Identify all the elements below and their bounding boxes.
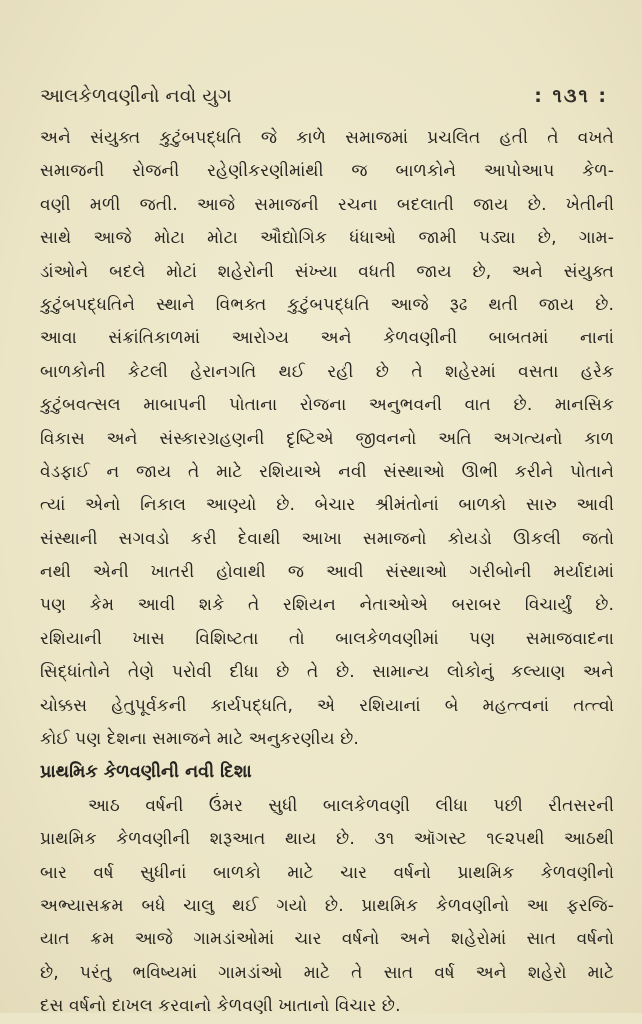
page-body [40, 122, 614, 1024]
text-line: કુટુંબપદ્ધતિને સ્થાને વિભક્ત કુટુંબપદ્ધતિ આજે રૂઢ થતી જાય છે. [40, 294, 614, 315]
section-heading-block [40, 756, 614, 789]
paragraph [40, 790, 614, 1024]
text-line: અને સંયુક્ત કુટુંબપદ્ધતિ જે કાળે સમાજમાં પ્રચલિત હતી તે વખતે [40, 128, 614, 148]
text-line: વિકાસ અને સંસ્કારગ્રહણની દૃષ્ટિએ જીવનનો અતિ અગત્યનો કાળ [40, 428, 614, 449]
text-line: પણ કેમ આવી શકે તે રશિયન નેતાઓએ બરાબર વિચાર્યું છે. [40, 595, 614, 616]
text-line: દસ વર્ષનો દાખલ કરવાનો કેળવણી ખાતાનો વિચાર છે. [40, 996, 401, 1017]
text-line: સમાજની રોજની રહેણીકરણીમાંથી જ બાળકોને આપોઆપ કેળ- [40, 161, 614, 182]
text-line: કુટુંબવત્સલ માબાપની પોતાના રોજના અનુભવની વાત છે. માનસિક [40, 395, 614, 416]
text-line: છે, પરંતુ ભવિષ્યમાં ગામડાંઓ માટે તે સાત વર્ષ અને શહેરો માટે [40, 962, 614, 983]
text-line: ડાંઓને બદલે મોટાં શહેરોની સંખ્યા વધતી જાય છે, અને સંયુક્ત [40, 261, 614, 282]
page-number: : ૧૩૧ : [534, 85, 608, 107]
text-line: આવા સંક્રાંતિકાળમાં આરોગ્ય અને કેળવણીની બાબતમાં નાનાં [40, 328, 614, 349]
text-line: ત્યાં એનો નિકાલ આણ્યો છે. બેચાર શ્રીમંતોનાં બાળકો સારુ આવી [40, 495, 614, 516]
text-line: આઠ વર્ષની ઉંમર સુધી બાલકેળવણી લીધા પછી રીતસરની [88, 795, 614, 816]
text-line: વણી મળી જતી. આજે સમાજની રચના બદલાતી જાય છે. ખેતીની [40, 194, 614, 215]
text-line: કોઈ પણ દેશના સમાજને માટે અનુકરણીય છે. [40, 729, 359, 750]
section-heading: પ્રાથમિક કેળવણીની નવી દિશા [40, 762, 252, 783]
text-line: સાથે આજે મોટા મોટા ઔદ્યોગિક ધંધાઓ જામી પડ્યા છે, ગામ- [40, 228, 614, 249]
text-line: બાર વર્ષ સુધીનાં બાળકો માટે ચાર વર્ષનો પ્રાથમિક કેળવણીનો [40, 862, 614, 883]
text-line: પ્રાથમિક કેળવણીની શરૂઆત થાય છે. ૩૧ ઑગસ્ટ ૧૯૨૫થી આઠથી [40, 829, 614, 850]
text-line: બાળકોની કેટલી હેરાનગતિ થઈ રહી છે તે શહેરમાં વસતા હરેક [40, 361, 614, 382]
paragraph [40, 122, 614, 756]
running-title: આલકેળવણીનો નવો યુગ [40, 85, 232, 107]
text-line: વેડફાઈ ન જાય તે માટે રશિયાએ નવી સંસ્થાઓ ઊભી કરીને પોતાને [40, 461, 614, 482]
text-line: ચોક્કસ હેતુપૂર્વકની કાર્યપદ્ધતિ, એ રશિયાનાં બે મહત્ત્વનાં તત્ત્વો [40, 695, 614, 716]
text-line: સિદ્ધાંતોને તેણે પરોવી દીધા છે તે છે. સામાન્ય લોકોનું કલ્યાણ અને [40, 662, 614, 683]
text-line: નથી એની ખાતરી હોવાથી જ આવી સંસ્થાઓ ગરીબોની મર્યાદામાં [40, 562, 614, 583]
text-line: સંસ્થાની સગવડો કરી દેવાથી આખા સમાજનો કોયડો ઊકલી જતો [40, 528, 614, 549]
text-line: અભ્યાસક્રમ બધે ચાલુ થઈ ગયો છે. પ્રાથમિક કેળવણીનો આ ફરજિ- [40, 895, 614, 916]
running-header [40, 80, 608, 112]
text-line: યાત ક્રમ આજે ગામડાંઓમાં ચાર વર્ષનો અને શહેરોમાં સાત વર્ષનો [40, 929, 614, 950]
text-line: રશિયાની ખાસ વિશિષ્ટતા તો બાલકેળવણીમાં પણ સમાજવાદના [40, 628, 614, 649]
